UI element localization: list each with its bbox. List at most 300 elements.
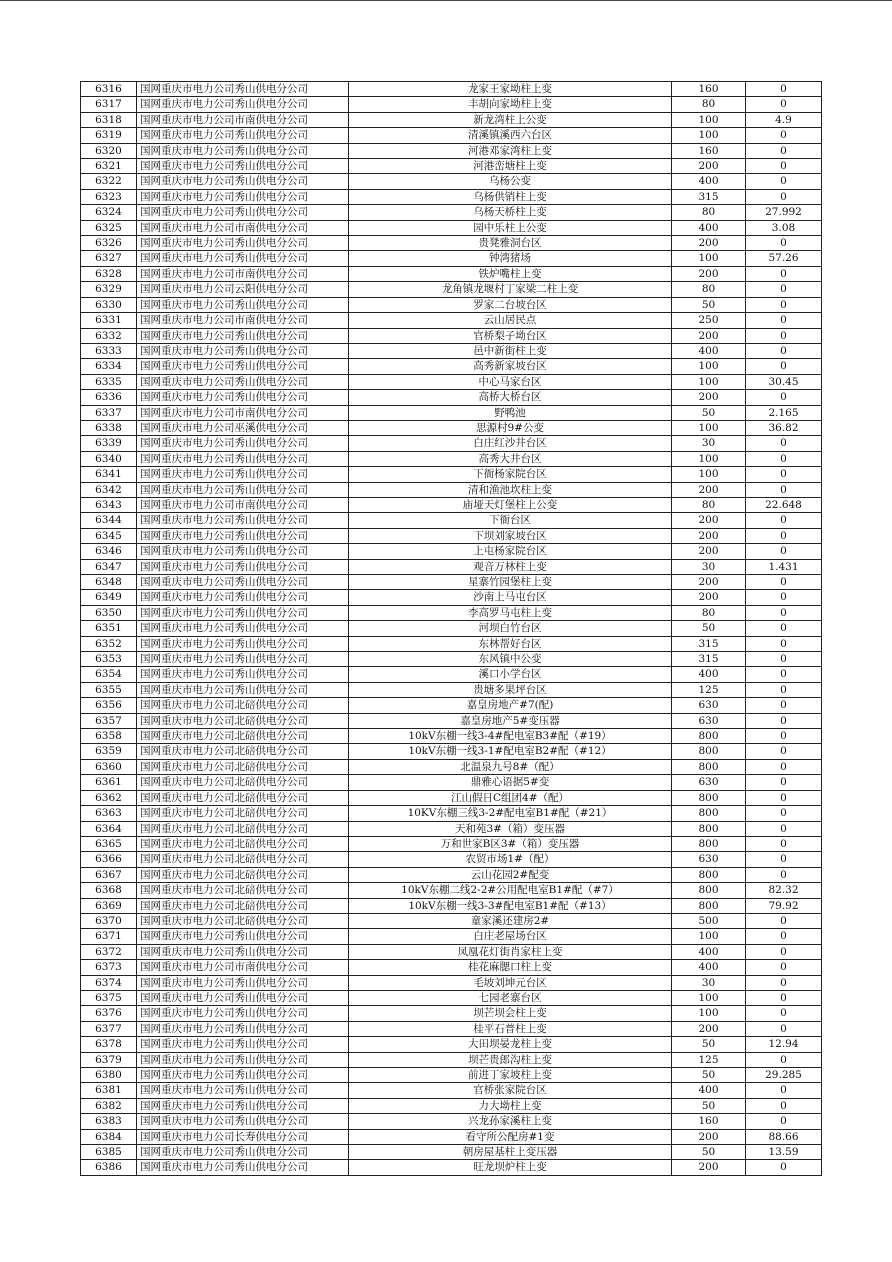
table-row bbox=[81, 205, 822, 220]
transformer-name-cell: 看守所公配房#1变 bbox=[349, 1129, 672, 1144]
table-row bbox=[81, 297, 822, 312]
table-row bbox=[81, 374, 822, 389]
value-cell: 0 bbox=[746, 1083, 822, 1098]
transformer-name-cell: 乌杨供销柱上变 bbox=[349, 189, 672, 204]
table-row bbox=[81, 621, 822, 636]
capacity-cell: 200 bbox=[672, 1160, 746, 1175]
value-cell: 22.648 bbox=[746, 497, 822, 512]
value-cell: 0 bbox=[746, 297, 822, 312]
capacity-cell: 200 bbox=[672, 159, 746, 174]
value-cell: 0 bbox=[746, 359, 822, 374]
value-cell: 0 bbox=[746, 621, 822, 636]
transformer-name-cell: 罗家二台坡台区 bbox=[349, 297, 672, 312]
capacity-cell: 250 bbox=[672, 313, 746, 328]
capacity-cell: 200 bbox=[672, 528, 746, 543]
row-id-cell: 6379 bbox=[81, 1052, 137, 1067]
capacity-cell: 800 bbox=[672, 836, 746, 851]
capacity-cell: 50 bbox=[672, 1145, 746, 1160]
row-id-cell: 6374 bbox=[81, 975, 137, 990]
value-cell: 0 bbox=[746, 266, 822, 281]
capacity-cell: 50 bbox=[672, 1098, 746, 1113]
table-row bbox=[81, 343, 822, 358]
company-cell: 国网重庆市电力公司秀山供电分公司 bbox=[137, 682, 349, 697]
company-cell: 国网重庆市电力公司云阳供电分公司 bbox=[137, 282, 349, 297]
capacity-cell: 800 bbox=[672, 821, 746, 836]
value-cell: 0 bbox=[746, 1021, 822, 1036]
capacity-cell: 30 bbox=[672, 559, 746, 574]
capacity-cell: 200 bbox=[672, 390, 746, 405]
row-id-cell: 6327 bbox=[81, 251, 137, 266]
transformer-name-cell: 河港邓家湾柱上变 bbox=[349, 143, 672, 158]
value-cell: 57.26 bbox=[746, 251, 822, 266]
company-cell: 国网重庆市电力公司秀山供电分公司 bbox=[137, 944, 349, 959]
row-id-cell: 6341 bbox=[81, 467, 137, 482]
transformer-name-cell: 下衙台区 bbox=[349, 513, 672, 528]
value-cell: 0 bbox=[746, 744, 822, 759]
value-cell: 0 bbox=[746, 929, 822, 944]
value-cell: 0 bbox=[746, 682, 822, 697]
row-id-cell: 6376 bbox=[81, 1006, 137, 1021]
company-cell: 国网重庆市电力公司长寿供电分公司 bbox=[137, 1129, 349, 1144]
row-id-cell: 6316 bbox=[81, 82, 137, 97]
company-cell: 国网重庆市电力公司北碚供电分公司 bbox=[137, 729, 349, 744]
capacity-cell: 80 bbox=[672, 497, 746, 512]
row-id-cell: 6384 bbox=[81, 1129, 137, 1144]
row-id-cell: 6328 bbox=[81, 266, 137, 281]
value-cell: 0 bbox=[746, 713, 822, 728]
transformer-name-cell: 下衙杨家院台区 bbox=[349, 467, 672, 482]
table-row bbox=[81, 390, 822, 405]
row-id-cell: 6351 bbox=[81, 621, 137, 636]
row-id-cell: 6338 bbox=[81, 420, 137, 435]
table-row bbox=[81, 436, 822, 451]
value-cell: 4.9 bbox=[746, 112, 822, 127]
row-id-cell: 6319 bbox=[81, 128, 137, 143]
row-id-cell: 6365 bbox=[81, 836, 137, 851]
table-row bbox=[81, 682, 822, 697]
transformer-name-cell: 七园老寨台区 bbox=[349, 990, 672, 1005]
transformer-name-cell: 河港峦塘柱上变 bbox=[349, 159, 672, 174]
row-id-cell: 6362 bbox=[81, 790, 137, 805]
row-id-cell: 6349 bbox=[81, 590, 137, 605]
table-row bbox=[81, 174, 822, 189]
value-cell: 0 bbox=[746, 652, 822, 667]
value-cell: 0 bbox=[746, 605, 822, 620]
capacity-cell: 400 bbox=[672, 667, 746, 682]
row-id-cell: 6320 bbox=[81, 143, 137, 158]
value-cell: 0 bbox=[746, 1098, 822, 1113]
row-id-cell: 6323 bbox=[81, 189, 137, 204]
row-id-cell: 6371 bbox=[81, 929, 137, 944]
value-cell: 2.165 bbox=[746, 405, 822, 420]
company-cell: 国网重庆市电力公司秀山供电分公司 bbox=[137, 575, 349, 590]
value-cell: 0 bbox=[746, 836, 822, 851]
row-id-cell: 6380 bbox=[81, 1068, 137, 1083]
transformer-name-cell: 丰胡向家坳柱上变 bbox=[349, 97, 672, 112]
table-row bbox=[81, 913, 822, 928]
row-id-cell: 6372 bbox=[81, 944, 137, 959]
table-row bbox=[81, 189, 822, 204]
transformer-name-cell: 云山花园2#配变 bbox=[349, 867, 672, 882]
table-row bbox=[81, 544, 822, 559]
company-cell: 国网重庆市电力公司秀山供电分公司 bbox=[137, 159, 349, 174]
transformer-name-cell: 嘉皇房地产5#变压器 bbox=[349, 713, 672, 728]
value-cell: 0 bbox=[746, 282, 822, 297]
table-row bbox=[81, 652, 822, 667]
row-id-cell: 6331 bbox=[81, 313, 137, 328]
capacity-cell: 800 bbox=[672, 898, 746, 913]
table-row bbox=[81, 759, 822, 774]
row-id-cell: 6326 bbox=[81, 236, 137, 251]
table-row bbox=[81, 1160, 822, 1175]
capacity-cell: 200 bbox=[672, 266, 746, 281]
company-cell: 国网重庆市电力公司秀山供电分公司 bbox=[137, 297, 349, 312]
row-id-cell: 6343 bbox=[81, 497, 137, 512]
company-cell: 国网重庆市电力公司秀山供电分公司 bbox=[137, 236, 349, 251]
transformer-name-cell: 铁炉嘴柱上变 bbox=[349, 266, 672, 281]
row-id-cell: 6318 bbox=[81, 112, 137, 127]
transformer-name-cell: 园中乐柱上公变 bbox=[349, 220, 672, 235]
row-id-cell: 6347 bbox=[81, 559, 137, 574]
value-cell: 0 bbox=[746, 821, 822, 836]
row-id-cell: 6322 bbox=[81, 174, 137, 189]
value-cell: 0 bbox=[746, 990, 822, 1005]
table-row bbox=[81, 497, 822, 512]
capacity-cell: 125 bbox=[672, 1052, 746, 1067]
company-cell: 国网重庆市电力公司秀山供电分公司 bbox=[137, 482, 349, 497]
row-id-cell: 6366 bbox=[81, 852, 137, 867]
value-cell: 0 bbox=[746, 975, 822, 990]
table-row bbox=[81, 236, 822, 251]
capacity-cell: 630 bbox=[672, 698, 746, 713]
row-id-cell: 6385 bbox=[81, 1145, 137, 1160]
table-row bbox=[81, 806, 822, 821]
company-cell: 国网重庆市电力公司秀山供电分公司 bbox=[137, 990, 349, 1005]
company-cell: 国网重庆市电力公司北碚供电分公司 bbox=[137, 883, 349, 898]
value-cell: 79.92 bbox=[746, 898, 822, 913]
row-id-cell: 6368 bbox=[81, 883, 137, 898]
transformer-name-cell: 桂花麻腮口柱上变 bbox=[349, 960, 672, 975]
capacity-cell: 200 bbox=[672, 1021, 746, 1036]
transformer-name-cell: 星寨竹园堡柱上变 bbox=[349, 575, 672, 590]
value-cell: 0 bbox=[746, 313, 822, 328]
capacity-cell: 100 bbox=[672, 359, 746, 374]
row-id-cell: 6353 bbox=[81, 652, 137, 667]
value-cell: 0 bbox=[746, 128, 822, 143]
company-cell: 国网重庆市电力公司秀山供电分公司 bbox=[137, 636, 349, 651]
row-id-cell: 6324 bbox=[81, 205, 137, 220]
row-id-cell: 6345 bbox=[81, 528, 137, 543]
company-cell: 国网重庆市电力公司秀山供电分公司 bbox=[137, 1145, 349, 1160]
row-id-cell: 6346 bbox=[81, 544, 137, 559]
table-row bbox=[81, 405, 822, 420]
row-id-cell: 6364 bbox=[81, 821, 137, 836]
capacity-cell: 630 bbox=[672, 713, 746, 728]
transformer-name-cell: 沙南上马屯台区 bbox=[349, 590, 672, 605]
table-row bbox=[81, 1129, 822, 1144]
company-cell: 国网重庆市电力公司秀山供电分公司 bbox=[137, 82, 349, 97]
transformer-name-cell: 万和世家B区3#（箱）变压器 bbox=[349, 836, 672, 851]
capacity-cell: 80 bbox=[672, 605, 746, 620]
transformer-name-cell: 鼎雅心语据5#变 bbox=[349, 775, 672, 790]
row-id-cell: 6358 bbox=[81, 729, 137, 744]
company-cell: 国网重庆市电力公司秀山供电分公司 bbox=[137, 97, 349, 112]
company-cell: 国网重庆市电力公司秀山供电分公司 bbox=[137, 1083, 349, 1098]
table-row bbox=[81, 112, 822, 127]
table-row bbox=[81, 313, 822, 328]
company-cell: 国网重庆市电力公司北碚供电分公司 bbox=[137, 744, 349, 759]
transformer-name-cell: 力大坳柱上变 bbox=[349, 1098, 672, 1113]
table-row bbox=[81, 667, 822, 682]
row-id-cell: 6356 bbox=[81, 698, 137, 713]
capacity-cell: 500 bbox=[672, 913, 746, 928]
capacity-cell: 315 bbox=[672, 636, 746, 651]
table-row bbox=[81, 960, 822, 975]
transformer-name-cell: 前进丁家坡柱上变 bbox=[349, 1068, 672, 1083]
company-cell: 国网重庆市电力公司秀山供电分公司 bbox=[137, 667, 349, 682]
value-cell: 13.59 bbox=[746, 1145, 822, 1160]
transformer-name-cell: 官桥张家院台区 bbox=[349, 1083, 672, 1098]
capacity-cell: 50 bbox=[672, 1068, 746, 1083]
transformer-name-cell: 新龙湾柱上公变 bbox=[349, 112, 672, 127]
capacity-cell: 200 bbox=[672, 590, 746, 605]
table-row bbox=[81, 883, 822, 898]
row-id-cell: 6336 bbox=[81, 390, 137, 405]
table-row bbox=[81, 1021, 822, 1036]
transformer-name-cell: 观音万林柱上变 bbox=[349, 559, 672, 574]
company-cell: 国网重庆市电力公司市南供电分公司 bbox=[137, 497, 349, 512]
capacity-cell: 800 bbox=[672, 744, 746, 759]
capacity-cell: 100 bbox=[672, 128, 746, 143]
value-cell: 0 bbox=[746, 390, 822, 405]
table-row bbox=[81, 713, 822, 728]
row-id-cell: 6375 bbox=[81, 990, 137, 1005]
company-cell: 国网重庆市电力公司北碚供电分公司 bbox=[137, 806, 349, 821]
company-cell: 国网重庆市电力公司秀山供电分公司 bbox=[137, 1006, 349, 1021]
company-cell: 国网重庆市电力公司北碚供电分公司 bbox=[137, 775, 349, 790]
row-id-cell: 6361 bbox=[81, 775, 137, 790]
row-id-cell: 6360 bbox=[81, 759, 137, 774]
company-cell: 国网重庆市电力公司秀山供电分公司 bbox=[137, 189, 349, 204]
transformer-name-cell: 旺龙坝炉柱上变 bbox=[349, 1160, 672, 1175]
transformer-name-cell: 坝芒坝会柱上变 bbox=[349, 1006, 672, 1021]
transformer-name-cell: 白庄红沙井台区 bbox=[349, 436, 672, 451]
transformer-name-cell: 坝芒贵郎沟柱上变 bbox=[349, 1052, 672, 1067]
row-id-cell: 6334 bbox=[81, 359, 137, 374]
table-row bbox=[81, 1052, 822, 1067]
company-cell: 国网重庆市电力公司市南供电分公司 bbox=[137, 112, 349, 127]
company-cell: 国网重庆市电力公司秀山供电分公司 bbox=[137, 436, 349, 451]
table-row bbox=[81, 590, 822, 605]
company-cell: 国网重庆市电力公司秀山供电分公司 bbox=[137, 328, 349, 343]
table-row bbox=[81, 852, 822, 867]
table-row bbox=[81, 1006, 822, 1021]
row-id-cell: 6333 bbox=[81, 343, 137, 358]
table-row bbox=[81, 836, 822, 851]
value-cell: 0 bbox=[746, 513, 822, 528]
capacity-cell: 100 bbox=[672, 990, 746, 1005]
value-cell: 0 bbox=[746, 436, 822, 451]
row-id-cell: 6377 bbox=[81, 1021, 137, 1036]
capacity-cell: 200 bbox=[672, 236, 746, 251]
value-cell: 0 bbox=[746, 1052, 822, 1067]
table-row bbox=[81, 775, 822, 790]
capacity-cell: 400 bbox=[672, 944, 746, 959]
capacity-cell: 800 bbox=[672, 729, 746, 744]
company-cell: 国网重庆市电力公司秀山供电分公司 bbox=[137, 1052, 349, 1067]
transformer-name-cell: 白庄老屋场台区 bbox=[349, 929, 672, 944]
transformer-name-cell: 高秀大井台区 bbox=[349, 451, 672, 466]
row-id-cell: 6369 bbox=[81, 898, 137, 913]
transformer-name-cell: 北温泉九号8#（配） bbox=[349, 759, 672, 774]
table-row bbox=[81, 605, 822, 620]
row-id-cell: 6329 bbox=[81, 282, 137, 297]
company-cell: 国网重庆市电力公司市南供电分公司 bbox=[137, 405, 349, 420]
transformer-name-cell: 10kV东棚二线2-2#公用配电室B1#配（#7） bbox=[349, 883, 672, 898]
table-row bbox=[81, 898, 822, 913]
table-row bbox=[81, 975, 822, 990]
table-row bbox=[81, 1098, 822, 1113]
table-row bbox=[81, 729, 822, 744]
row-id-cell: 6342 bbox=[81, 482, 137, 497]
company-cell: 国网重庆市电力公司秀山供电分公司 bbox=[137, 374, 349, 389]
value-cell: 0 bbox=[746, 575, 822, 590]
table-row bbox=[81, 867, 822, 882]
company-cell: 国网重庆市电力公司秀山供电分公司 bbox=[137, 205, 349, 220]
transformer-name-cell: 野鸭池 bbox=[349, 405, 672, 420]
table-row bbox=[81, 1083, 822, 1098]
capacity-cell: 100 bbox=[672, 420, 746, 435]
row-id-cell: 6348 bbox=[81, 575, 137, 590]
value-cell: 3.08 bbox=[746, 220, 822, 235]
capacity-cell: 80 bbox=[672, 282, 746, 297]
company-cell: 国网重庆市电力公司北碚供电分公司 bbox=[137, 790, 349, 805]
value-cell: 0 bbox=[746, 544, 822, 559]
row-id-cell: 6352 bbox=[81, 636, 137, 651]
company-cell: 国网重庆市电力公司北碚供电分公司 bbox=[137, 898, 349, 913]
transformer-name-cell: 乌杨天桥柱上变 bbox=[349, 205, 672, 220]
company-cell: 国网重庆市电力公司北碚供电分公司 bbox=[137, 913, 349, 928]
row-id-cell: 6332 bbox=[81, 328, 137, 343]
company-cell: 国网重庆市电力公司秀山供电分公司 bbox=[137, 451, 349, 466]
company-cell: 国网重庆市电力公司秀山供电分公司 bbox=[137, 513, 349, 528]
table-row bbox=[81, 698, 822, 713]
value-cell: 0 bbox=[746, 451, 822, 466]
capacity-cell: 50 bbox=[672, 1037, 746, 1052]
company-cell: 国网重庆市电力公司秀山供电分公司 bbox=[137, 1098, 349, 1113]
capacity-cell: 200 bbox=[672, 328, 746, 343]
capacity-cell: 160 bbox=[672, 143, 746, 158]
company-cell: 国网重庆市电力公司秀山供电分公司 bbox=[137, 390, 349, 405]
row-id-cell: 6373 bbox=[81, 960, 137, 975]
capacity-cell: 800 bbox=[672, 867, 746, 882]
row-id-cell: 6340 bbox=[81, 451, 137, 466]
value-cell: 0 bbox=[746, 482, 822, 497]
row-id-cell: 6357 bbox=[81, 713, 137, 728]
company-cell: 国网重庆市电力公司北碚供电分公司 bbox=[137, 698, 349, 713]
transformer-name-cell: 清和渔池坎柱上变 bbox=[349, 482, 672, 497]
value-cell: 0 bbox=[746, 143, 822, 158]
table-row bbox=[81, 159, 822, 174]
transformer-name-cell: 朝房屋基柱上变压器 bbox=[349, 1145, 672, 1160]
capacity-cell: 100 bbox=[672, 1006, 746, 1021]
capacity-cell: 100 bbox=[672, 451, 746, 466]
transformer-name-cell: 清溪镇溪西六台区 bbox=[349, 128, 672, 143]
row-id-cell: 6339 bbox=[81, 436, 137, 451]
table-row bbox=[81, 744, 822, 759]
transformer-name-cell: 思源村9#公变 bbox=[349, 420, 672, 435]
value-cell: 0 bbox=[746, 960, 822, 975]
value-cell: 0 bbox=[746, 236, 822, 251]
value-cell: 0 bbox=[746, 189, 822, 204]
company-cell: 国网重庆市电力公司秀山供电分公司 bbox=[137, 559, 349, 574]
row-id-cell: 6354 bbox=[81, 667, 137, 682]
capacity-cell: 100 bbox=[672, 251, 746, 266]
value-cell: 0 bbox=[746, 636, 822, 651]
table-row bbox=[81, 636, 822, 651]
capacity-cell: 400 bbox=[672, 1083, 746, 1098]
row-id-cell: 6386 bbox=[81, 1160, 137, 1175]
company-cell: 国网重庆市电力公司秀山供电分公司 bbox=[137, 975, 349, 990]
capacity-cell: 800 bbox=[672, 790, 746, 805]
company-cell: 国网重庆市电力公司巫溪供电分公司 bbox=[137, 420, 349, 435]
company-cell: 国网重庆市电力公司北碚供电分公司 bbox=[137, 867, 349, 882]
value-cell: 0 bbox=[746, 467, 822, 482]
company-cell: 国网重庆市电力公司秀山供电分公司 bbox=[137, 1068, 349, 1083]
value-cell: 0 bbox=[746, 82, 822, 97]
transformer-name-cell: 10kV东棚一线3-1#配电室B2#配（#12） bbox=[349, 744, 672, 759]
table-row bbox=[81, 420, 822, 435]
capacity-cell: 200 bbox=[672, 544, 746, 559]
row-id-cell: 6321 bbox=[81, 159, 137, 174]
transformer-name-cell: 高秀新家坡台区 bbox=[349, 359, 672, 374]
transformer-name-cell: 桂平石普柱上变 bbox=[349, 1021, 672, 1036]
company-cell: 国网重庆市电力公司秀山供电分公司 bbox=[137, 174, 349, 189]
value-cell: 0 bbox=[746, 944, 822, 959]
value-cell: 0 bbox=[746, 1114, 822, 1129]
capacity-cell: 50 bbox=[672, 405, 746, 420]
value-cell: 0 bbox=[746, 790, 822, 805]
value-cell: 0 bbox=[746, 852, 822, 867]
company-cell: 国网重庆市电力公司北碚供电分公司 bbox=[137, 759, 349, 774]
row-id-cell: 6383 bbox=[81, 1114, 137, 1129]
value-cell: 0 bbox=[746, 698, 822, 713]
capacity-cell: 50 bbox=[672, 621, 746, 636]
transformer-name-cell: 邑中新街柱上变 bbox=[349, 343, 672, 358]
row-id-cell: 6325 bbox=[81, 220, 137, 235]
transformer-name-cell: 10kV东棚一线3-3#配电室B1#配（#13） bbox=[349, 898, 672, 913]
row-id-cell: 6337 bbox=[81, 405, 137, 420]
transformer-name-cell: 河坝白竹台区 bbox=[349, 621, 672, 636]
value-cell: 0 bbox=[746, 806, 822, 821]
company-cell: 国网重庆市电力公司秀山供电分公司 bbox=[137, 467, 349, 482]
transformer-name-cell: 龙角镇龙堰村丁家梁二柱上变 bbox=[349, 282, 672, 297]
company-cell: 国网重庆市电力公司秀山供电分公司 bbox=[137, 528, 349, 543]
table-row bbox=[81, 251, 822, 266]
company-cell: 国网重庆市电力公司秀山供电分公司 bbox=[137, 652, 349, 667]
capacity-cell: 400 bbox=[672, 174, 746, 189]
table-row bbox=[81, 1145, 822, 1160]
value-cell: 0 bbox=[746, 1006, 822, 1021]
table-row bbox=[81, 467, 822, 482]
value-cell: 0 bbox=[746, 867, 822, 882]
capacity-cell: 630 bbox=[672, 852, 746, 867]
transformer-name-cell: 东林帮好台区 bbox=[349, 636, 672, 651]
row-id-cell: 6359 bbox=[81, 744, 137, 759]
capacity-cell: 160 bbox=[672, 82, 746, 97]
transformer-name-cell: 官桥梨子坳台区 bbox=[349, 328, 672, 343]
row-id-cell: 6381 bbox=[81, 1083, 137, 1098]
